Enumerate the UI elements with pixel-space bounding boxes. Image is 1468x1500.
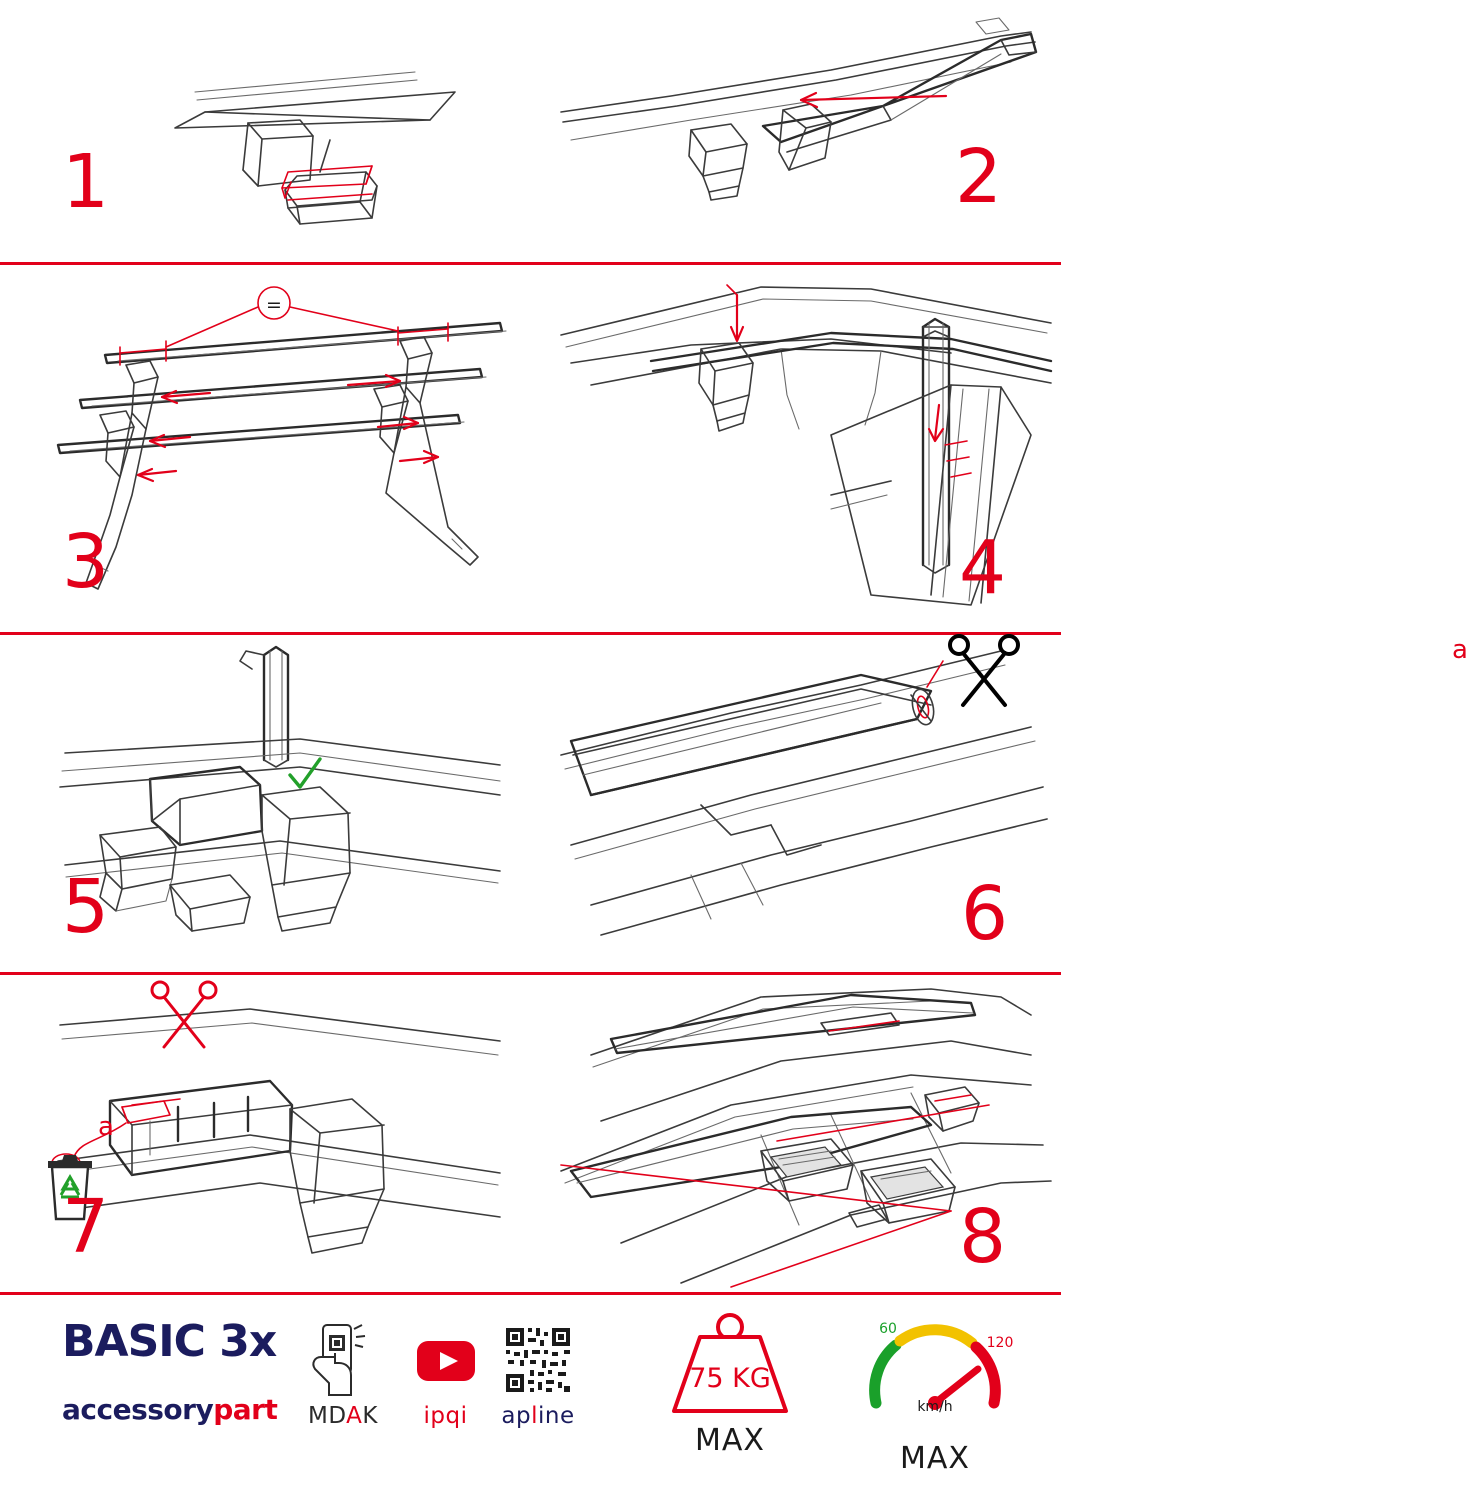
speed-unit-label: km/h (917, 1399, 953, 1415)
step-number-8: 8 (959, 1194, 1007, 1280)
brand-subtitle-second: part (213, 1393, 278, 1426)
logo-apline-label (478, 1405, 598, 1428)
mdak-label-c: K (362, 1403, 378, 1429)
youtube-play-icon (411, 1323, 481, 1397)
step-row-3 (0, 635, 1468, 972)
step-panel-8 (531, 975, 1061, 1292)
step-row-2 (0, 265, 1061, 632)
cut-label-a-step7: a (98, 1112, 114, 1142)
brand-title (62, 1316, 292, 1367)
logo-mdak (288, 1323, 398, 1428)
step-number-6: 6 (961, 871, 1009, 957)
step-number-7: 7 (62, 1184, 110, 1270)
step-number-5: 5 (62, 864, 110, 950)
step-row-4 (0, 975, 1061, 1292)
step-number-4: 4 (959, 525, 1007, 611)
apline-label-b: l (531, 1403, 538, 1429)
apline-label-a: ap (501, 1403, 532, 1429)
brand-title-main: BASIC (62, 1316, 205, 1367)
step-panel-4 (531, 265, 1061, 632)
max-speed-caption: MAX (900, 1441, 970, 1476)
step-row-1 (0, 0, 1061, 262)
svg-text:60: 60 (879, 1321, 897, 1337)
brand-subtitle-first: accessory (62, 1393, 214, 1426)
svg-text:=: = (266, 294, 282, 316)
mdak-label-a: MD (308, 1403, 347, 1429)
brand-title-suffix: 3x (219, 1316, 277, 1367)
logo-apline (478, 1323, 598, 1428)
max-weight-caption: MAX (695, 1423, 765, 1458)
cut-label-a-step6: a (1452, 635, 1468, 665)
svg-text:120: 120 (986, 1335, 1014, 1351)
logo-mdak-label (288, 1405, 398, 1428)
step-number-2: 2 (955, 134, 1003, 220)
max-speed-block (840, 1307, 1030, 1476)
max-weight-value: 75 KG (689, 1363, 771, 1394)
step-panel-3 (0, 265, 530, 632)
step-panel-6 (531, 635, 1468, 972)
step-2-illustration (531, 0, 1061, 262)
mdak-label-b: A (346, 1403, 363, 1429)
step-number-1: 1 (62, 139, 110, 225)
step-panel-7 (0, 975, 530, 1292)
logo-ipqi-label: ipqi (423, 1403, 468, 1429)
hand-qr-scan-icon (305, 1323, 381, 1397)
footer (0, 1295, 1061, 1500)
step-number-3: 3 (62, 519, 110, 605)
apline-label-c: ine (537, 1403, 575, 1429)
step-panel-5 (0, 635, 530, 972)
step-panel-1 (0, 0, 530, 262)
brand-block (62, 1316, 292, 1426)
step-panel-2 (531, 0, 1061, 262)
qr-code-icon (501, 1323, 575, 1397)
brand-subtitle (62, 1393, 292, 1426)
max-weight-block (640, 1307, 820, 1458)
